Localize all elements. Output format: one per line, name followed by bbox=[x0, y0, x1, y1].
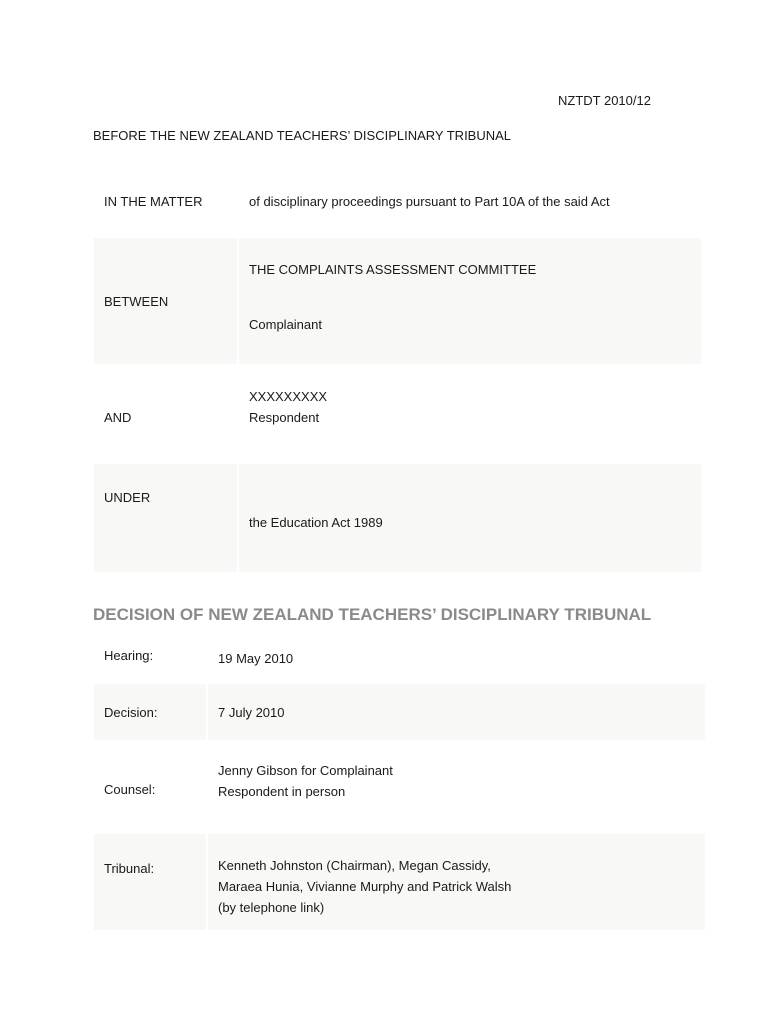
decision-title: DECISION OF NEW ZEALAND TEACHERS’ DISCIPLINARY TRIBUNAL bbox=[93, 605, 652, 624]
and-label: AND bbox=[104, 409, 132, 425]
in-the-matter-text: of disciplinary proceedings pursuant to Part 10A of the said Act bbox=[249, 194, 610, 209]
counsel-value bbox=[208, 740, 705, 832]
row-decision bbox=[94, 684, 705, 740]
row-counsel bbox=[94, 740, 705, 832]
tribunal-line: (by telephone link) bbox=[218, 900, 325, 915]
row-and bbox=[94, 364, 701, 464]
under-text: the Education Act 1989 bbox=[239, 464, 701, 572]
between-party bbox=[239, 238, 701, 364]
and-party bbox=[239, 364, 701, 464]
counsel-line: Jenny Gibson for Complainant bbox=[218, 763, 393, 778]
between-label: BETWEEN bbox=[94, 238, 237, 364]
in-the-matter-label: IN THE MATTER bbox=[104, 194, 203, 209]
decision-date: 7 July 2010 bbox=[208, 684, 705, 740]
decision-details-table bbox=[94, 630, 705, 930]
counsel-line: Respondent in person bbox=[218, 784, 346, 799]
tribunal-line: Maraea Hunia, Vivianne Murphy and Patrick Walsh bbox=[218, 879, 512, 894]
row-in-the-matter bbox=[94, 170, 701, 233]
row-under bbox=[94, 464, 701, 572]
respondent-name: XXXXXXXXX bbox=[249, 389, 328, 404]
tribunal-line: Kenneth Johnston (Chairman), Megan Cassidy, bbox=[218, 858, 491, 873]
counsel-label: Counsel: bbox=[104, 781, 156, 797]
tribunal-members bbox=[208, 834, 705, 930]
complainant-role: Complainant bbox=[249, 317, 322, 332]
tribunal-label: Tribunal: bbox=[94, 834, 206, 930]
case-reference: NZTDT 2010/12 bbox=[558, 93, 651, 108]
parties-table bbox=[94, 170, 701, 572]
complainant-name: THE COMPLAINTS ASSESSMENT COMMITTEE bbox=[249, 262, 537, 277]
under-label: UNDER bbox=[94, 464, 237, 572]
row-between bbox=[94, 238, 701, 364]
hearing-date: 19 May 2010 bbox=[218, 651, 294, 666]
respondent-role: Respondent bbox=[249, 410, 320, 425]
decision-label: Decision: bbox=[94, 684, 206, 740]
row-tribunal bbox=[94, 834, 705, 930]
row-hearing bbox=[94, 630, 705, 684]
hearing-label: Hearing: bbox=[104, 648, 154, 663]
tribunal-heading: BEFORE THE NEW ZEALAND TEACHERS’ DISCIPLINARY TRIBUNAL bbox=[93, 128, 512, 143]
